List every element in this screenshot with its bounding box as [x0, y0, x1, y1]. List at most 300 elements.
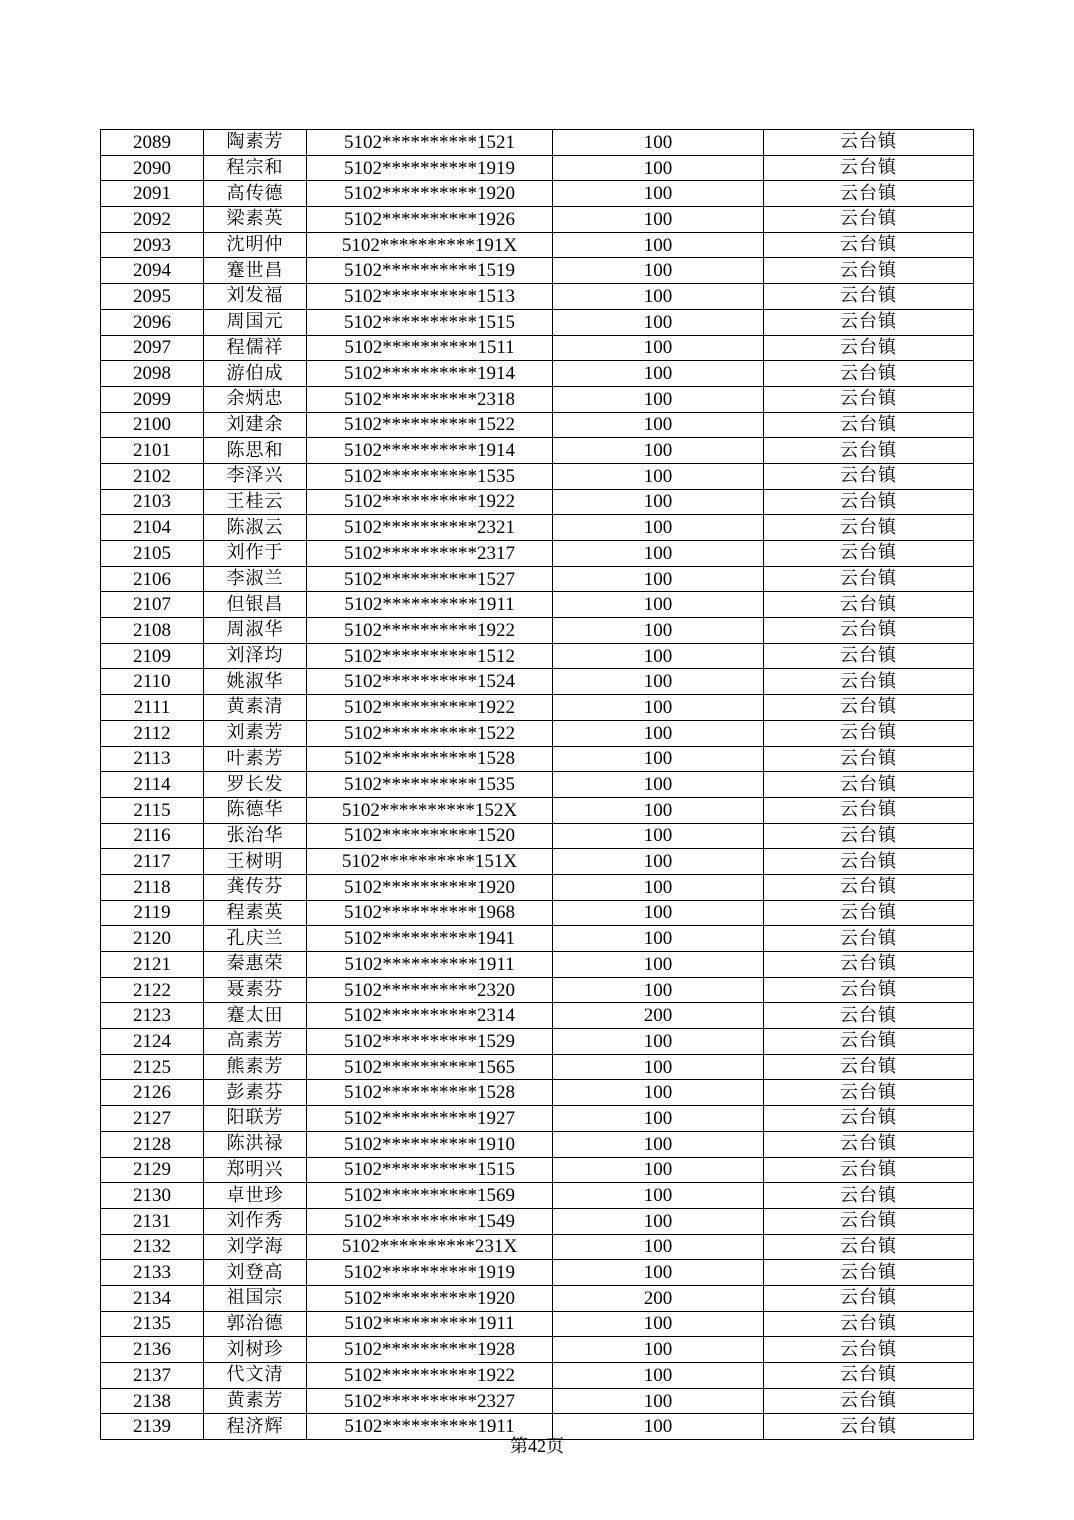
- table-row: [101, 155, 974, 181]
- amount-cell: 100: [553, 618, 764, 644]
- table-row: [101, 1106, 974, 1132]
- name-cell: 余炳忠: [204, 386, 307, 412]
- serial-number-cell: 2121: [101, 952, 204, 978]
- serial-number-cell: 2102: [101, 463, 204, 489]
- amount-cell: 100: [553, 309, 764, 335]
- table-body: [101, 130, 974, 1440]
- amount-cell: 100: [553, 284, 764, 310]
- amount-cell: 100: [553, 232, 764, 258]
- amount-cell: 100: [553, 438, 764, 464]
- town-cell: 云台镇: [764, 1106, 974, 1132]
- table-row: [101, 772, 974, 798]
- name-cell: 郭治德: [204, 1311, 307, 1337]
- id-number-cell: 5102**********2321: [307, 515, 553, 541]
- serial-number-cell: 2137: [101, 1363, 204, 1389]
- id-number-cell: 5102**********1928: [307, 1337, 553, 1363]
- table-row: [101, 643, 974, 669]
- name-cell: 陈洪禄: [204, 1131, 307, 1157]
- serial-number-cell: 2124: [101, 1029, 204, 1055]
- serial-number-cell: 2089: [101, 130, 204, 156]
- serial-number-cell: 2098: [101, 361, 204, 387]
- town-cell: 云台镇: [764, 1208, 974, 1234]
- id-number-cell: 5102**********1927: [307, 1106, 553, 1132]
- table-row: [101, 181, 974, 207]
- serial-number-cell: 2131: [101, 1208, 204, 1234]
- amount-cell: 100: [553, 874, 764, 900]
- name-cell: 黄素芳: [204, 1388, 307, 1414]
- town-cell: 云台镇: [764, 130, 974, 156]
- serial-number-cell: 2139: [101, 1414, 204, 1440]
- town-cell: 云台镇: [764, 669, 974, 695]
- town-cell: 云台镇: [764, 386, 974, 412]
- serial-number-cell: 2115: [101, 797, 204, 823]
- table-row: [101, 386, 974, 412]
- table-row: [101, 720, 974, 746]
- id-number-cell: 5102**********2318: [307, 386, 553, 412]
- amount-cell: 100: [553, 130, 764, 156]
- serial-number-cell: 2109: [101, 643, 204, 669]
- town-cell: 云台镇: [764, 952, 974, 978]
- serial-number-cell: 2130: [101, 1183, 204, 1209]
- town-cell: 云台镇: [764, 232, 974, 258]
- page-label-suffix: 页: [546, 1436, 564, 1457]
- name-cell: 刘建余: [204, 412, 307, 438]
- table-row: [101, 592, 974, 618]
- amount-cell: 100: [553, 1388, 764, 1414]
- table-row: [101, 258, 974, 284]
- name-cell: 孔庆兰: [204, 926, 307, 952]
- table-row: [101, 1054, 974, 1080]
- amount-cell: 100: [553, 977, 764, 1003]
- table-row: [101, 874, 974, 900]
- name-cell: 刘作于: [204, 541, 307, 567]
- town-cell: 云台镇: [764, 1337, 974, 1363]
- town-cell: 云台镇: [764, 720, 974, 746]
- name-cell: 刘素芳: [204, 720, 307, 746]
- town-cell: 云台镇: [764, 695, 974, 721]
- id-number-cell: 5102**********1515: [307, 1157, 553, 1183]
- serial-number-cell: 2093: [101, 232, 204, 258]
- table-row: [101, 1131, 974, 1157]
- id-number-cell: 5102**********1911: [307, 1311, 553, 1337]
- name-cell: 刘发福: [204, 284, 307, 310]
- id-number-cell: 5102**********151X: [307, 849, 553, 875]
- amount-cell: 100: [553, 695, 764, 721]
- id-number-cell: 5102**********1512: [307, 643, 553, 669]
- id-number-cell: 5102**********1941: [307, 926, 553, 952]
- table-row: [101, 1388, 974, 1414]
- id-number-cell: 5102**********1511: [307, 335, 553, 361]
- table-row: [101, 515, 974, 541]
- amount-cell: 100: [553, 643, 764, 669]
- town-cell: 云台镇: [764, 155, 974, 181]
- town-cell: 云台镇: [764, 1183, 974, 1209]
- town-cell: 云台镇: [764, 1234, 974, 1260]
- name-cell: 代文清: [204, 1363, 307, 1389]
- id-number-cell: 5102**********1922: [307, 618, 553, 644]
- name-cell: 李泽兴: [204, 463, 307, 489]
- name-cell: 陈淑云: [204, 515, 307, 541]
- amount-cell: 100: [553, 1208, 764, 1234]
- amount-cell: 100: [553, 797, 764, 823]
- table-row: [101, 412, 974, 438]
- name-cell: 黄素清: [204, 695, 307, 721]
- amount-cell: 100: [553, 335, 764, 361]
- amount-cell: 100: [553, 952, 764, 978]
- table-row: [101, 438, 974, 464]
- amount-cell: 100: [553, 1029, 764, 1055]
- id-number-cell: 5102**********1919: [307, 155, 553, 181]
- serial-number-cell: 2097: [101, 335, 204, 361]
- town-cell: 云台镇: [764, 181, 974, 207]
- serial-number-cell: 2126: [101, 1080, 204, 1106]
- table-row: [101, 669, 974, 695]
- id-number-cell: 5102**********1920: [307, 874, 553, 900]
- amount-cell: 100: [553, 155, 764, 181]
- name-cell: 梁素英: [204, 207, 307, 233]
- amount-cell: 100: [553, 1234, 764, 1260]
- name-cell: 郑明兴: [204, 1157, 307, 1183]
- page-number: 42: [528, 1436, 546, 1456]
- table-row: [101, 1208, 974, 1234]
- name-cell: 程济辉: [204, 1414, 307, 1440]
- amount-cell: 100: [553, 566, 764, 592]
- name-cell: 但银昌: [204, 592, 307, 618]
- amount-cell: 100: [553, 541, 764, 567]
- serial-number-cell: 2096: [101, 309, 204, 335]
- serial-number-cell: 2101: [101, 438, 204, 464]
- serial-number-cell: 2118: [101, 874, 204, 900]
- table-row: [101, 1337, 974, 1363]
- amount-cell: 100: [553, 1363, 764, 1389]
- name-cell: 聂素芬: [204, 977, 307, 1003]
- id-number-cell: 5102**********2317: [307, 541, 553, 567]
- table-row: [101, 746, 974, 772]
- serial-number-cell: 2129: [101, 1157, 204, 1183]
- id-number-cell: 5102**********1911: [307, 952, 553, 978]
- id-number-cell: 5102**********1535: [307, 772, 553, 798]
- serial-number-cell: 2134: [101, 1285, 204, 1311]
- name-cell: 刘作秀: [204, 1208, 307, 1234]
- town-cell: 云台镇: [764, 1131, 974, 1157]
- name-cell: 游伯成: [204, 361, 307, 387]
- id-number-cell: 5102**********1914: [307, 361, 553, 387]
- id-number-cell: 5102**********1911: [307, 592, 553, 618]
- name-cell: 王树明: [204, 849, 307, 875]
- town-cell: 云台镇: [764, 1260, 974, 1286]
- table-row: [101, 1157, 974, 1183]
- id-number-cell: 5102**********1535: [307, 463, 553, 489]
- table-row: [101, 232, 974, 258]
- name-cell: 刘树珍: [204, 1337, 307, 1363]
- id-number-cell: 5102**********1521: [307, 130, 553, 156]
- table-row: [101, 849, 974, 875]
- table-row: [101, 900, 974, 926]
- amount-cell: 100: [553, 386, 764, 412]
- id-number-cell: 5102**********1528: [307, 1080, 553, 1106]
- amount-cell: 100: [553, 926, 764, 952]
- town-cell: 云台镇: [764, 618, 974, 644]
- id-number-cell: 5102**********1910: [307, 1131, 553, 1157]
- name-cell: 王桂云: [204, 489, 307, 515]
- name-cell: 张治华: [204, 823, 307, 849]
- table-row: [101, 1029, 974, 1055]
- table-row: [101, 130, 974, 156]
- id-number-cell: 5102**********152X: [307, 797, 553, 823]
- amount-cell: 100: [553, 720, 764, 746]
- serial-number-cell: 2094: [101, 258, 204, 284]
- amount-cell: 100: [553, 489, 764, 515]
- serial-number-cell: 2105: [101, 541, 204, 567]
- table-row: [101, 1080, 974, 1106]
- town-cell: 云台镇: [764, 823, 974, 849]
- id-number-cell: 5102**********1527: [307, 566, 553, 592]
- serial-number-cell: 2108: [101, 618, 204, 644]
- serial-number-cell: 2132: [101, 1234, 204, 1260]
- id-number-cell: 5102**********1922: [307, 1363, 553, 1389]
- serial-number-cell: 2100: [101, 412, 204, 438]
- serial-number-cell: 2117: [101, 849, 204, 875]
- id-number-cell: 5102**********1524: [307, 669, 553, 695]
- town-cell: 云台镇: [764, 1054, 974, 1080]
- serial-number-cell: 2106: [101, 566, 204, 592]
- amount-cell: 100: [553, 1080, 764, 1106]
- town-cell: 云台镇: [764, 412, 974, 438]
- name-cell: 蹇世昌: [204, 258, 307, 284]
- table-row: [101, 541, 974, 567]
- town-cell: 云台镇: [764, 926, 974, 952]
- amount-cell: 100: [553, 1260, 764, 1286]
- town-cell: 云台镇: [764, 772, 974, 798]
- town-cell: 云台镇: [764, 258, 974, 284]
- name-cell: 周国元: [204, 309, 307, 335]
- amount-cell: 100: [553, 1106, 764, 1132]
- amount-cell: 100: [553, 1183, 764, 1209]
- id-number-cell: 5102**********1520: [307, 823, 553, 849]
- town-cell: 云台镇: [764, 874, 974, 900]
- serial-number-cell: 2099: [101, 386, 204, 412]
- name-cell: 卓世珍: [204, 1183, 307, 1209]
- amount-cell: 100: [553, 1337, 764, 1363]
- amount-cell: 100: [553, 412, 764, 438]
- serial-number-cell: 2128: [101, 1131, 204, 1157]
- recipient-table: [100, 129, 974, 1440]
- name-cell: 程儒祥: [204, 335, 307, 361]
- name-cell: 李淑兰: [204, 566, 307, 592]
- amount-cell: 100: [553, 1414, 764, 1440]
- serial-number-cell: 2104: [101, 515, 204, 541]
- id-number-cell: 5102**********1968: [307, 900, 553, 926]
- table-row: [101, 309, 974, 335]
- town-cell: 云台镇: [764, 1311, 974, 1337]
- table-row: [101, 361, 974, 387]
- amount-cell: 100: [553, 1311, 764, 1337]
- name-cell: 叶素芳: [204, 746, 307, 772]
- table-row: [101, 823, 974, 849]
- id-number-cell: 5102**********2320: [307, 977, 553, 1003]
- table-row: [101, 926, 974, 952]
- town-cell: 云台镇: [764, 1029, 974, 1055]
- serial-number-cell: 2091: [101, 181, 204, 207]
- id-number-cell: 5102**********1528: [307, 746, 553, 772]
- serial-number-cell: 2092: [101, 207, 204, 233]
- serial-number-cell: 2113: [101, 746, 204, 772]
- table-row: [101, 1183, 974, 1209]
- town-cell: 云台镇: [764, 1363, 974, 1389]
- amount-cell: 100: [553, 669, 764, 695]
- name-cell: 罗长发: [204, 772, 307, 798]
- town-cell: 云台镇: [764, 1414, 974, 1440]
- name-cell: 姚淑华: [204, 669, 307, 695]
- amount-cell: 100: [553, 207, 764, 233]
- id-number-cell: 5102**********1920: [307, 1285, 553, 1311]
- serial-number-cell: 2135: [101, 1311, 204, 1337]
- amount-cell: 100: [553, 463, 764, 489]
- table-row: [101, 1234, 974, 1260]
- table-row: [101, 1285, 974, 1311]
- town-cell: 云台镇: [764, 361, 974, 387]
- table-row: [101, 207, 974, 233]
- id-number-cell: 5102**********1529: [307, 1029, 553, 1055]
- table-row: [101, 463, 974, 489]
- amount-cell: 100: [553, 823, 764, 849]
- amount-cell: 100: [553, 361, 764, 387]
- table-row: [101, 695, 974, 721]
- town-cell: 云台镇: [764, 335, 974, 361]
- id-number-cell: 5102**********231X: [307, 1234, 553, 1260]
- id-number-cell: 5102**********1569: [307, 1183, 553, 1209]
- name-cell: 秦惠荣: [204, 952, 307, 978]
- serial-number-cell: 2090: [101, 155, 204, 181]
- name-cell: 周淑华: [204, 618, 307, 644]
- serial-number-cell: 2119: [101, 900, 204, 926]
- table-row: [101, 797, 974, 823]
- name-cell: 陈思和: [204, 438, 307, 464]
- name-cell: 蹇太田: [204, 1003, 307, 1029]
- id-number-cell: 5102**********1922: [307, 695, 553, 721]
- name-cell: 程宗和: [204, 155, 307, 181]
- id-number-cell: 5102**********2327: [307, 1388, 553, 1414]
- town-cell: 云台镇: [764, 1388, 974, 1414]
- town-cell: 云台镇: [764, 1003, 974, 1029]
- page-footer: [0, 1432, 1074, 1458]
- town-cell: 云台镇: [764, 309, 974, 335]
- town-cell: 云台镇: [764, 1080, 974, 1106]
- amount-cell: 100: [553, 181, 764, 207]
- table-row: [101, 952, 974, 978]
- name-cell: 陶素芳: [204, 130, 307, 156]
- town-cell: 云台镇: [764, 489, 974, 515]
- name-cell: 刘学海: [204, 1234, 307, 1260]
- town-cell: 云台镇: [764, 592, 974, 618]
- id-number-cell: 5102**********1926: [307, 207, 553, 233]
- name-cell: 陈德华: [204, 797, 307, 823]
- town-cell: 云台镇: [764, 900, 974, 926]
- table-row: [101, 284, 974, 310]
- serial-number-cell: 2123: [101, 1003, 204, 1029]
- name-cell: 彭素芬: [204, 1080, 307, 1106]
- table-row: [101, 1363, 974, 1389]
- table-row: [101, 566, 974, 592]
- town-cell: 云台镇: [764, 643, 974, 669]
- town-cell: 云台镇: [764, 1157, 974, 1183]
- town-cell: 云台镇: [764, 463, 974, 489]
- amount-cell: 100: [553, 258, 764, 284]
- town-cell: 云台镇: [764, 284, 974, 310]
- amount-cell: 100: [553, 1157, 764, 1183]
- serial-number-cell: 2107: [101, 592, 204, 618]
- town-cell: 云台镇: [764, 207, 974, 233]
- serial-number-cell: 2116: [101, 823, 204, 849]
- amount-cell: 100: [553, 515, 764, 541]
- table-row: [101, 489, 974, 515]
- serial-number-cell: 2103: [101, 489, 204, 515]
- name-cell: 阳联芳: [204, 1106, 307, 1132]
- name-cell: 沈明仲: [204, 232, 307, 258]
- serial-number-cell: 2120: [101, 926, 204, 952]
- serial-number-cell: 2133: [101, 1260, 204, 1286]
- id-number-cell: 5102**********1522: [307, 720, 553, 746]
- amount-cell: 100: [553, 1131, 764, 1157]
- table-row: [101, 1311, 974, 1337]
- id-number-cell: 5102**********191X: [307, 232, 553, 258]
- serial-number-cell: 2095: [101, 284, 204, 310]
- id-number-cell: 5102**********2314: [307, 1003, 553, 1029]
- town-cell: 云台镇: [764, 566, 974, 592]
- table-row: [101, 335, 974, 361]
- id-number-cell: 5102**********1914: [307, 438, 553, 464]
- table-row: [101, 618, 974, 644]
- serial-number-cell: 2114: [101, 772, 204, 798]
- id-number-cell: 5102**********1920: [307, 181, 553, 207]
- name-cell: 刘泽均: [204, 643, 307, 669]
- name-cell: 祖国宗: [204, 1285, 307, 1311]
- serial-number-cell: 2111: [101, 695, 204, 721]
- name-cell: 刘登高: [204, 1260, 307, 1286]
- id-number-cell: 5102**********1565: [307, 1054, 553, 1080]
- town-cell: 云台镇: [764, 746, 974, 772]
- town-cell: 云台镇: [764, 849, 974, 875]
- amount-cell: 100: [553, 849, 764, 875]
- town-cell: 云台镇: [764, 797, 974, 823]
- town-cell: 云台镇: [764, 541, 974, 567]
- amount-cell: 100: [553, 746, 764, 772]
- serial-number-cell: 2125: [101, 1054, 204, 1080]
- table-row: [101, 1260, 974, 1286]
- town-cell: 云台镇: [764, 1285, 974, 1311]
- id-number-cell: 5102**********1922: [307, 489, 553, 515]
- serial-number-cell: 2122: [101, 977, 204, 1003]
- town-cell: 云台镇: [764, 438, 974, 464]
- serial-number-cell: 2138: [101, 1388, 204, 1414]
- id-number-cell: 5102**********1549: [307, 1208, 553, 1234]
- name-cell: 高传德: [204, 181, 307, 207]
- name-cell: 龚传芬: [204, 874, 307, 900]
- amount-cell: 100: [553, 900, 764, 926]
- id-number-cell: 5102**********1519: [307, 258, 553, 284]
- amount-cell: 100: [553, 592, 764, 618]
- amount-cell: 100: [553, 772, 764, 798]
- serial-number-cell: 2112: [101, 720, 204, 746]
- name-cell: 熊素芳: [204, 1054, 307, 1080]
- amount-cell: 100: [553, 1054, 764, 1080]
- id-number-cell: 5102**********1919: [307, 1260, 553, 1286]
- id-number-cell: 5102**********1513: [307, 284, 553, 310]
- id-number-cell: 5102**********1522: [307, 412, 553, 438]
- id-number-cell: 5102**********1515: [307, 309, 553, 335]
- serial-number-cell: 2127: [101, 1106, 204, 1132]
- page-label-prefix: 第: [510, 1436, 528, 1457]
